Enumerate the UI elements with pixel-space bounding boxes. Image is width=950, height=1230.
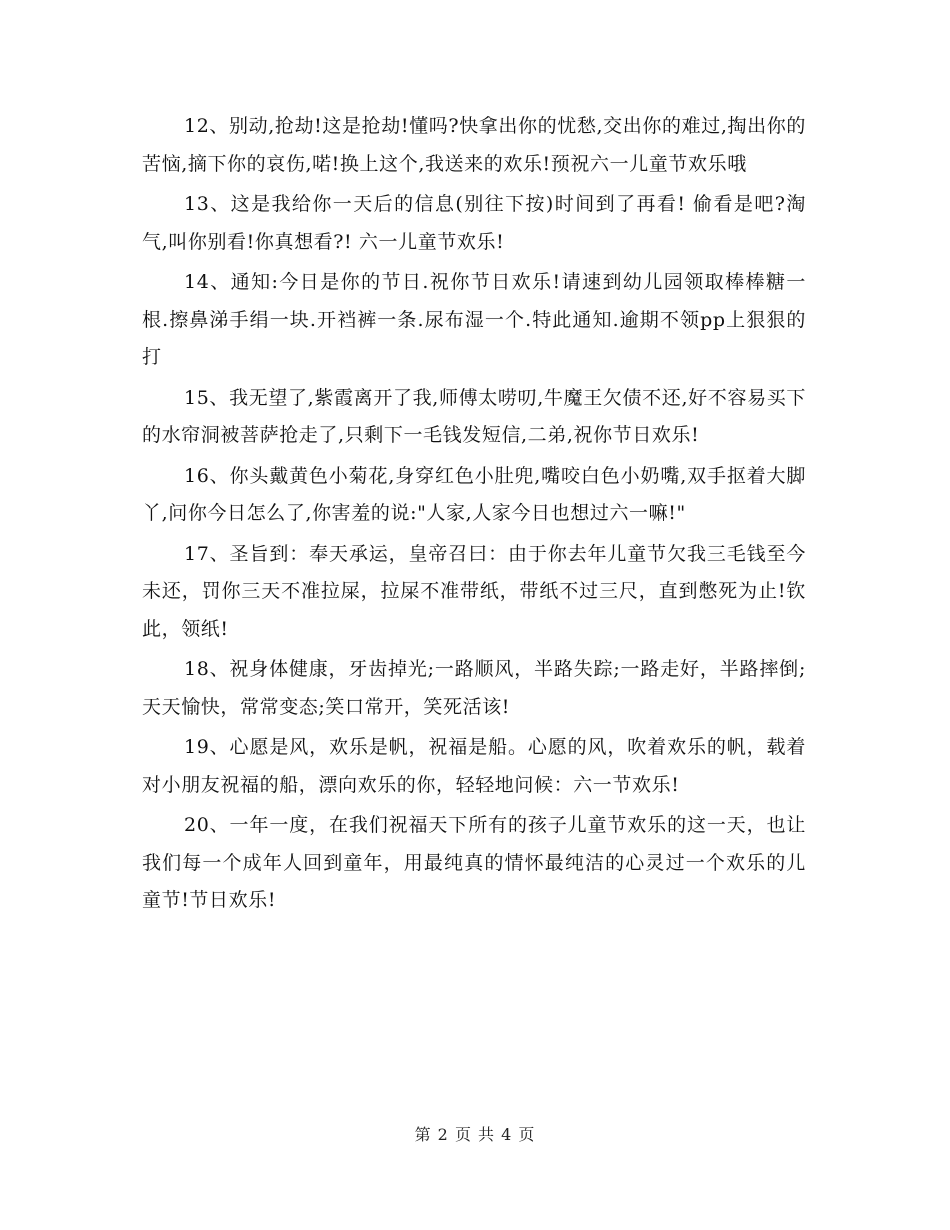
paragraph-15: 15、我无望了,紫霞离开了我,师傅太唠叨,牛魔王欠债不还,好不容易买下的水帘洞被菩萨抢走了,只剩下一毛钱发短信,二弟,祝你节日欢乐!: [142, 386, 806, 446]
document-body: [142, 108, 806, 923]
paragraph-13: 13、这是我给你一天后的信息(别往下按)时间到了再看! 偷看是吧?淘气,叫你别看!你真想看?! 六一儿童节欢乐!: [142, 193, 806, 253]
paragraph-19: 19、心愿是风，欢乐是帆，祝福是船。心愿的风，吹着欢乐的帆，载着对小朋友祝福的船，漂向欢乐的你，轻轻地问候：六一节欢乐!: [142, 736, 806, 796]
page-number-footer: 第 2 页 共 4 页: [414, 1125, 536, 1144]
paragraph-16: 16、你头戴黄色小菊花,身穿红色小肚兜,嘴咬白色小奶嘴,双手抠着大脚丫,问你今日怎么了,你害羞的说:"人家,人家今日也想过六一嘛!": [142, 464, 806, 524]
paragraph-14: 14、通知:今日是你的节日.祝你节日欢乐!请速到幼儿园领取棒棒糖一根.擦鼻涕手绢一块.开裆裤一条.尿布湿一个.特此通知.逾期不领pp上狠狠的打: [142, 271, 806, 368]
paragraph-20: 20、一年一度，在我们祝福天下所有的孩子儿童节欢乐的这一天，也让我们每一个成年人回到童年，用最纯真的情怀最纯洁的心灵过一个欢乐的儿童节!节日欢乐!: [142, 814, 806, 911]
paragraph-18: 18、祝身体健康，牙齿掉光;一路顺风，半路失踪;一路走好，半路摔倒;天天愉快，常常变态;笑口常开，笑死活该!: [142, 658, 806, 718]
paragraph-12: 12、别动,抢劫!这是抢劫!懂吗?快拿出你的忧愁,交出你的难过,掏出你的苦恼,摘下你的哀伤,喏!换上这个,我送来的欢乐!预祝六一儿童节欢乐哦: [142, 115, 806, 175]
paragraph-17: 17、圣旨到：奉天承运，皇帝召曰：由于你去年儿童节欠我三毛钱至今未还，罚你三天不准拉屎，拉屎不准带纸，带纸不过三尺，直到憋死为止!钦此，领纸!: [142, 542, 806, 640]
